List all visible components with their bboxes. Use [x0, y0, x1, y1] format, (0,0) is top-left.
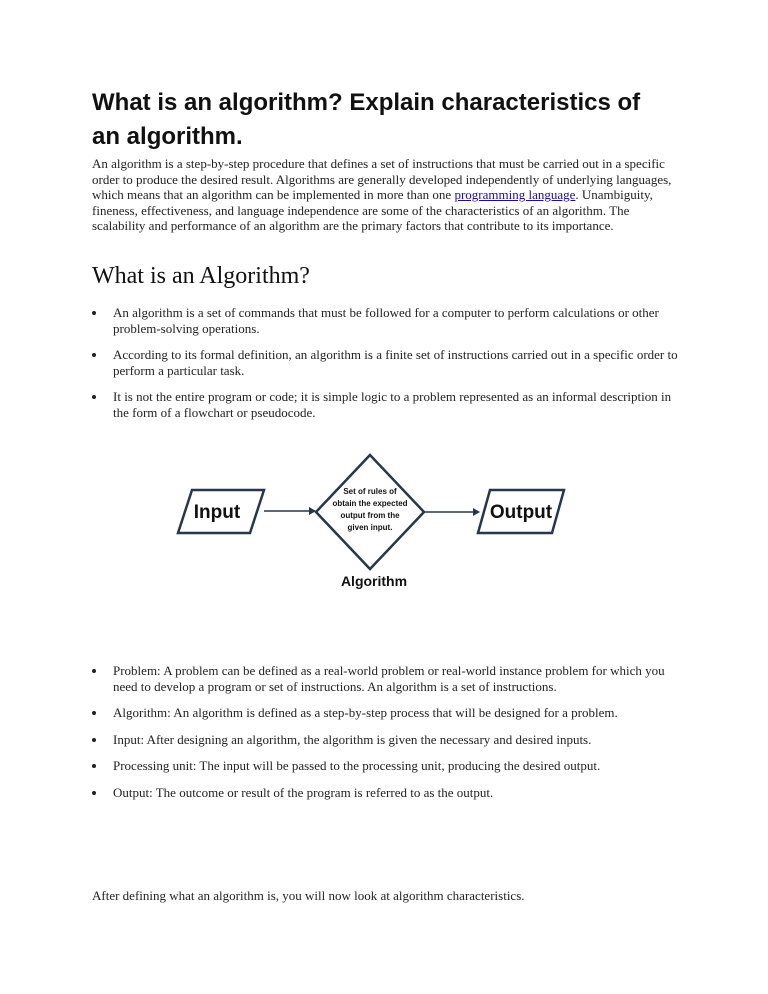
closing-paragraph: After defining what an algorithm is, you will now look at algorithm characteristics.	[92, 888, 525, 903]
list-item: Output: The outcome or result of the program is referred to as the output.	[92, 785, 682, 801]
diamond-line: obtain the expected	[332, 499, 408, 508]
concept-list	[92, 663, 682, 811]
list-item: Input: After designing an algorithm, the algorithm is given the necessary and desired inputs.	[92, 732, 682, 748]
diamond-line: Set of rules of	[343, 487, 397, 496]
output-label: Output	[489, 502, 553, 523]
definition-list	[92, 305, 682, 431]
intro-text-after: . Unambiguity, fineness, effectiveness, and language independence are some of the characteristics of an algorithm. The scalability and performance of an algorithm are the primary factors that contribute to its importance.	[92, 187, 653, 233]
list-item: According to its formal definition, an algorithm is a finite set of instructions carried out in a specific order to perform a particular task.	[92, 347, 682, 378]
list-item: Algorithm: An algorithm is defined as a step-by-step process that will be designed for a problem.	[92, 705, 682, 721]
page-title: What is an algorithm? Explain characteristics of an algorithm.	[92, 89, 641, 150]
input-label: Input	[193, 502, 241, 523]
intro-text-before: An algorithm is a step-by-step procedure that defines a set of instructions that must be carried out in a specific order to produce the desired result. Algorithms are generally developed independently of underlying languages, which means that an algorithm can be implemented in more than one	[92, 156, 672, 202]
list-item: Processing unit: The input will be passed to the processing unit, producing the desired output.	[92, 758, 682, 774]
arrow-output-head	[473, 508, 480, 516]
list-item: Problem: A problem can be defined as a real-world problem or real-world instance problem for which you need to develop a program or set of instructions. An algorithm is a set of instructions.	[92, 663, 682, 694]
diamond-line: given input.	[347, 523, 393, 532]
diagram-caption: Algorithm	[340, 573, 408, 589]
list-item: An algorithm is a set of commands that must be followed for a computer to perform calculations or other problem-solving operations.	[92, 305, 682, 336]
list-item: It is not the entire program or code; it is simple logic to a problem represented as an informal description in the form of a flowchart or pseudocode.	[92, 389, 682, 420]
diamond-line: output from the	[340, 511, 400, 520]
section-heading: What is an Algorithm?	[92, 263, 310, 289]
algorithm-diagram	[170, 450, 570, 600]
intro-paragraph	[92, 156, 682, 234]
programming-language-link[interactable]: programming language	[454, 187, 576, 202]
arrow-input-head	[309, 507, 316, 515]
